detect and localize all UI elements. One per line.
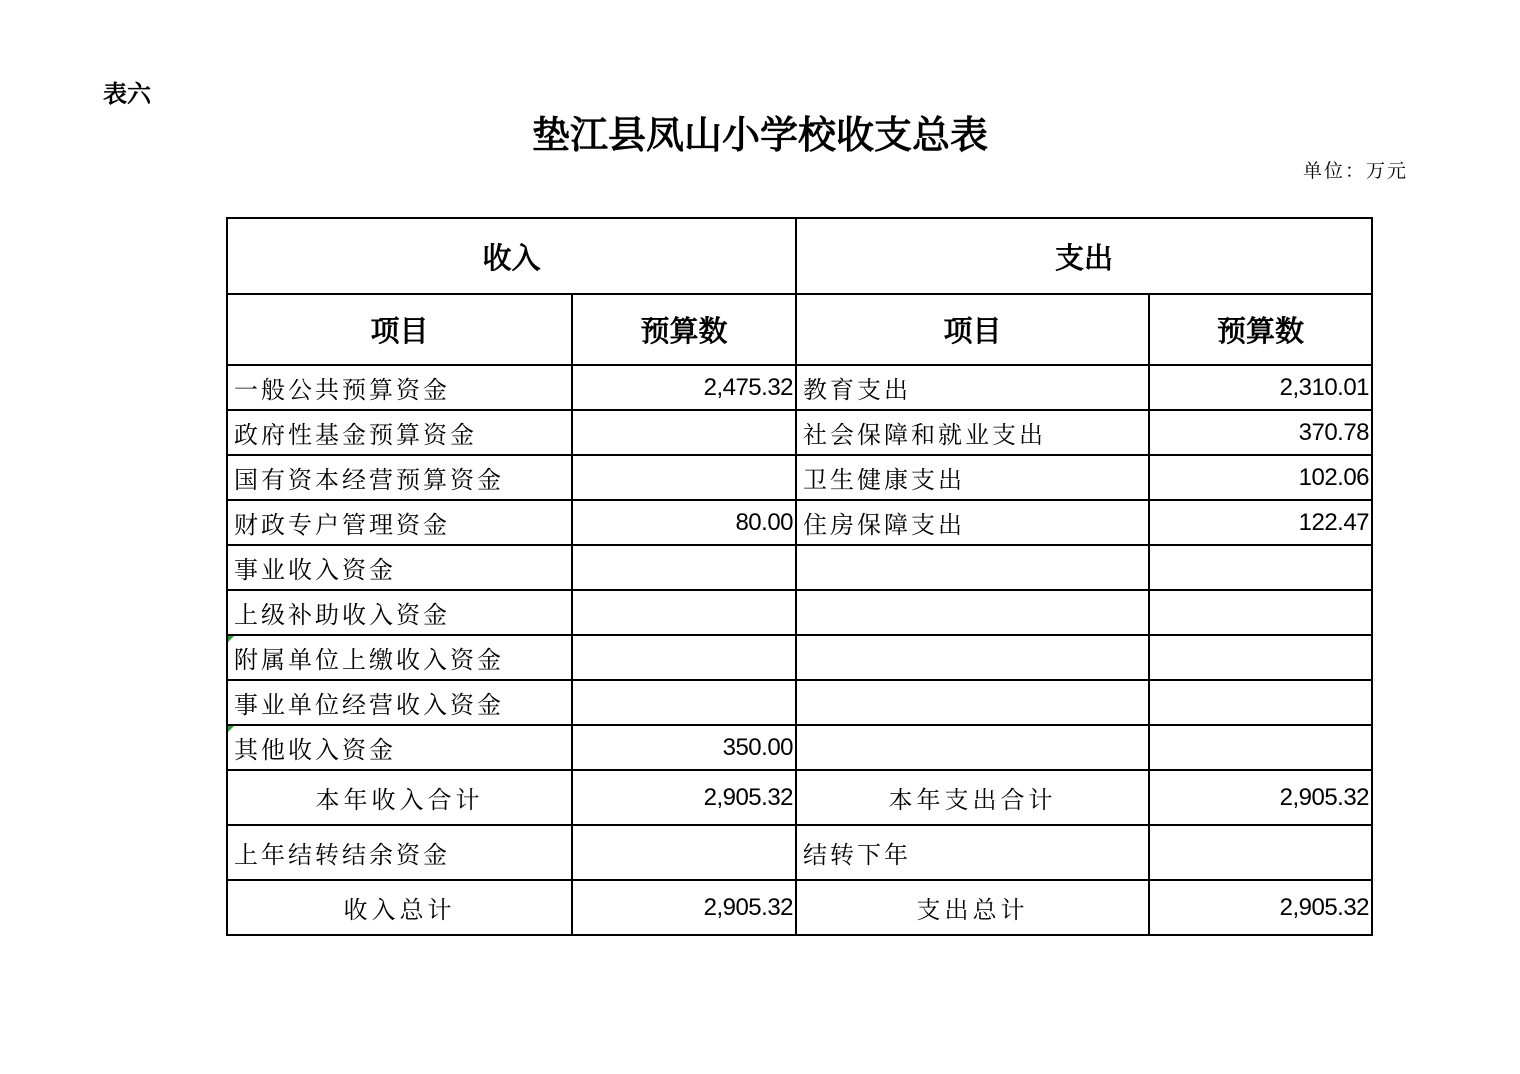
income-item: 其他收入资金 <box>227 725 572 770</box>
table-number: 表六 <box>103 80 151 108</box>
income-item: 事业收入资金 <box>227 545 572 590</box>
subtotal-row <box>227 770 1372 825</box>
page-title: 垫江县凤山小学校收支总表 <box>531 112 988 157</box>
income-subtotal-value: 2,905.32 <box>572 770 796 825</box>
expense-item: 卫生健康支出 <box>796 455 1149 500</box>
income-item: 上级补助收入资金 <box>227 590 572 635</box>
income-carryover-value <box>572 825 796 880</box>
expense-item <box>796 590 1149 635</box>
expense-subtotal-label: 本年支出合计 <box>796 770 1149 825</box>
income-value <box>572 410 796 455</box>
expense-budget-header: 预算数 <box>1149 294 1372 365</box>
expense-value <box>1149 725 1372 770</box>
income-item: 国有资本经营预算资金 <box>227 455 572 500</box>
expense-header: 支出 <box>796 218 1372 294</box>
sub-header-row <box>227 294 1372 365</box>
carryover-row <box>227 825 1372 880</box>
expense-value: 2,310.01 <box>1149 365 1372 410</box>
expense-item <box>796 545 1149 590</box>
income-value: 350.00 <box>572 725 796 770</box>
expense-carryover-label: 结转下年 <box>796 825 1149 880</box>
expense-value <box>1149 590 1372 635</box>
budget-table <box>226 217 1373 936</box>
income-value <box>572 635 796 680</box>
table-row <box>227 635 1372 680</box>
income-item: 事业单位经营收入资金 <box>227 680 572 725</box>
table-row <box>227 455 1372 500</box>
expense-item-header: 项目 <box>796 294 1149 365</box>
income-total-label: 收入总计 <box>227 880 572 935</box>
expense-value: 102.06 <box>1149 455 1372 500</box>
table-row <box>227 365 1372 410</box>
income-value <box>572 590 796 635</box>
expense-carryover-value <box>1149 825 1372 880</box>
expense-item <box>796 725 1149 770</box>
income-item: 财政专户管理资金 <box>227 500 572 545</box>
total-row <box>227 880 1372 935</box>
table-row <box>227 680 1372 725</box>
income-header: 收入 <box>227 218 796 294</box>
income-subtotal-label: 本年收入合计 <box>227 770 572 825</box>
income-value: 80.00 <box>572 500 796 545</box>
expense-item: 社会保障和就业支出 <box>796 410 1149 455</box>
expense-value <box>1149 635 1372 680</box>
expense-value <box>1149 545 1372 590</box>
expense-value: 122.47 <box>1149 500 1372 545</box>
income-value <box>572 455 796 500</box>
table-row <box>227 590 1372 635</box>
income-budget-header: 预算数 <box>572 294 796 365</box>
expense-subtotal-value: 2,905.32 <box>1149 770 1372 825</box>
income-total-value: 2,905.32 <box>572 880 796 935</box>
expense-item: 教育支出 <box>796 365 1149 410</box>
income-item: 一般公共预算资金 <box>227 365 572 410</box>
expense-item: 住房保障支出 <box>796 500 1149 545</box>
expense-value <box>1149 680 1372 725</box>
income-value <box>572 545 796 590</box>
income-item: 附属单位上缴收入资金 <box>227 635 572 680</box>
expense-item <box>796 680 1149 725</box>
table-row <box>227 725 1372 770</box>
income-item: 政府性基金预算资金 <box>227 410 572 455</box>
expense-item <box>796 635 1149 680</box>
main-header-row <box>227 218 1372 294</box>
table-row <box>227 545 1372 590</box>
expense-value: 370.78 <box>1149 410 1372 455</box>
income-value <box>572 680 796 725</box>
expense-total-value: 2,905.32 <box>1149 880 1372 935</box>
income-value: 2,475.32 <box>572 365 796 410</box>
table-row <box>227 410 1372 455</box>
income-item-header: 项目 <box>227 294 572 365</box>
unit-label: 单位：万元 <box>1302 160 1408 182</box>
table-row <box>227 500 1372 545</box>
expense-total-label: 支出总计 <box>796 880 1149 935</box>
income-carryover-label: 上年结转结余资金 <box>227 825 572 880</box>
